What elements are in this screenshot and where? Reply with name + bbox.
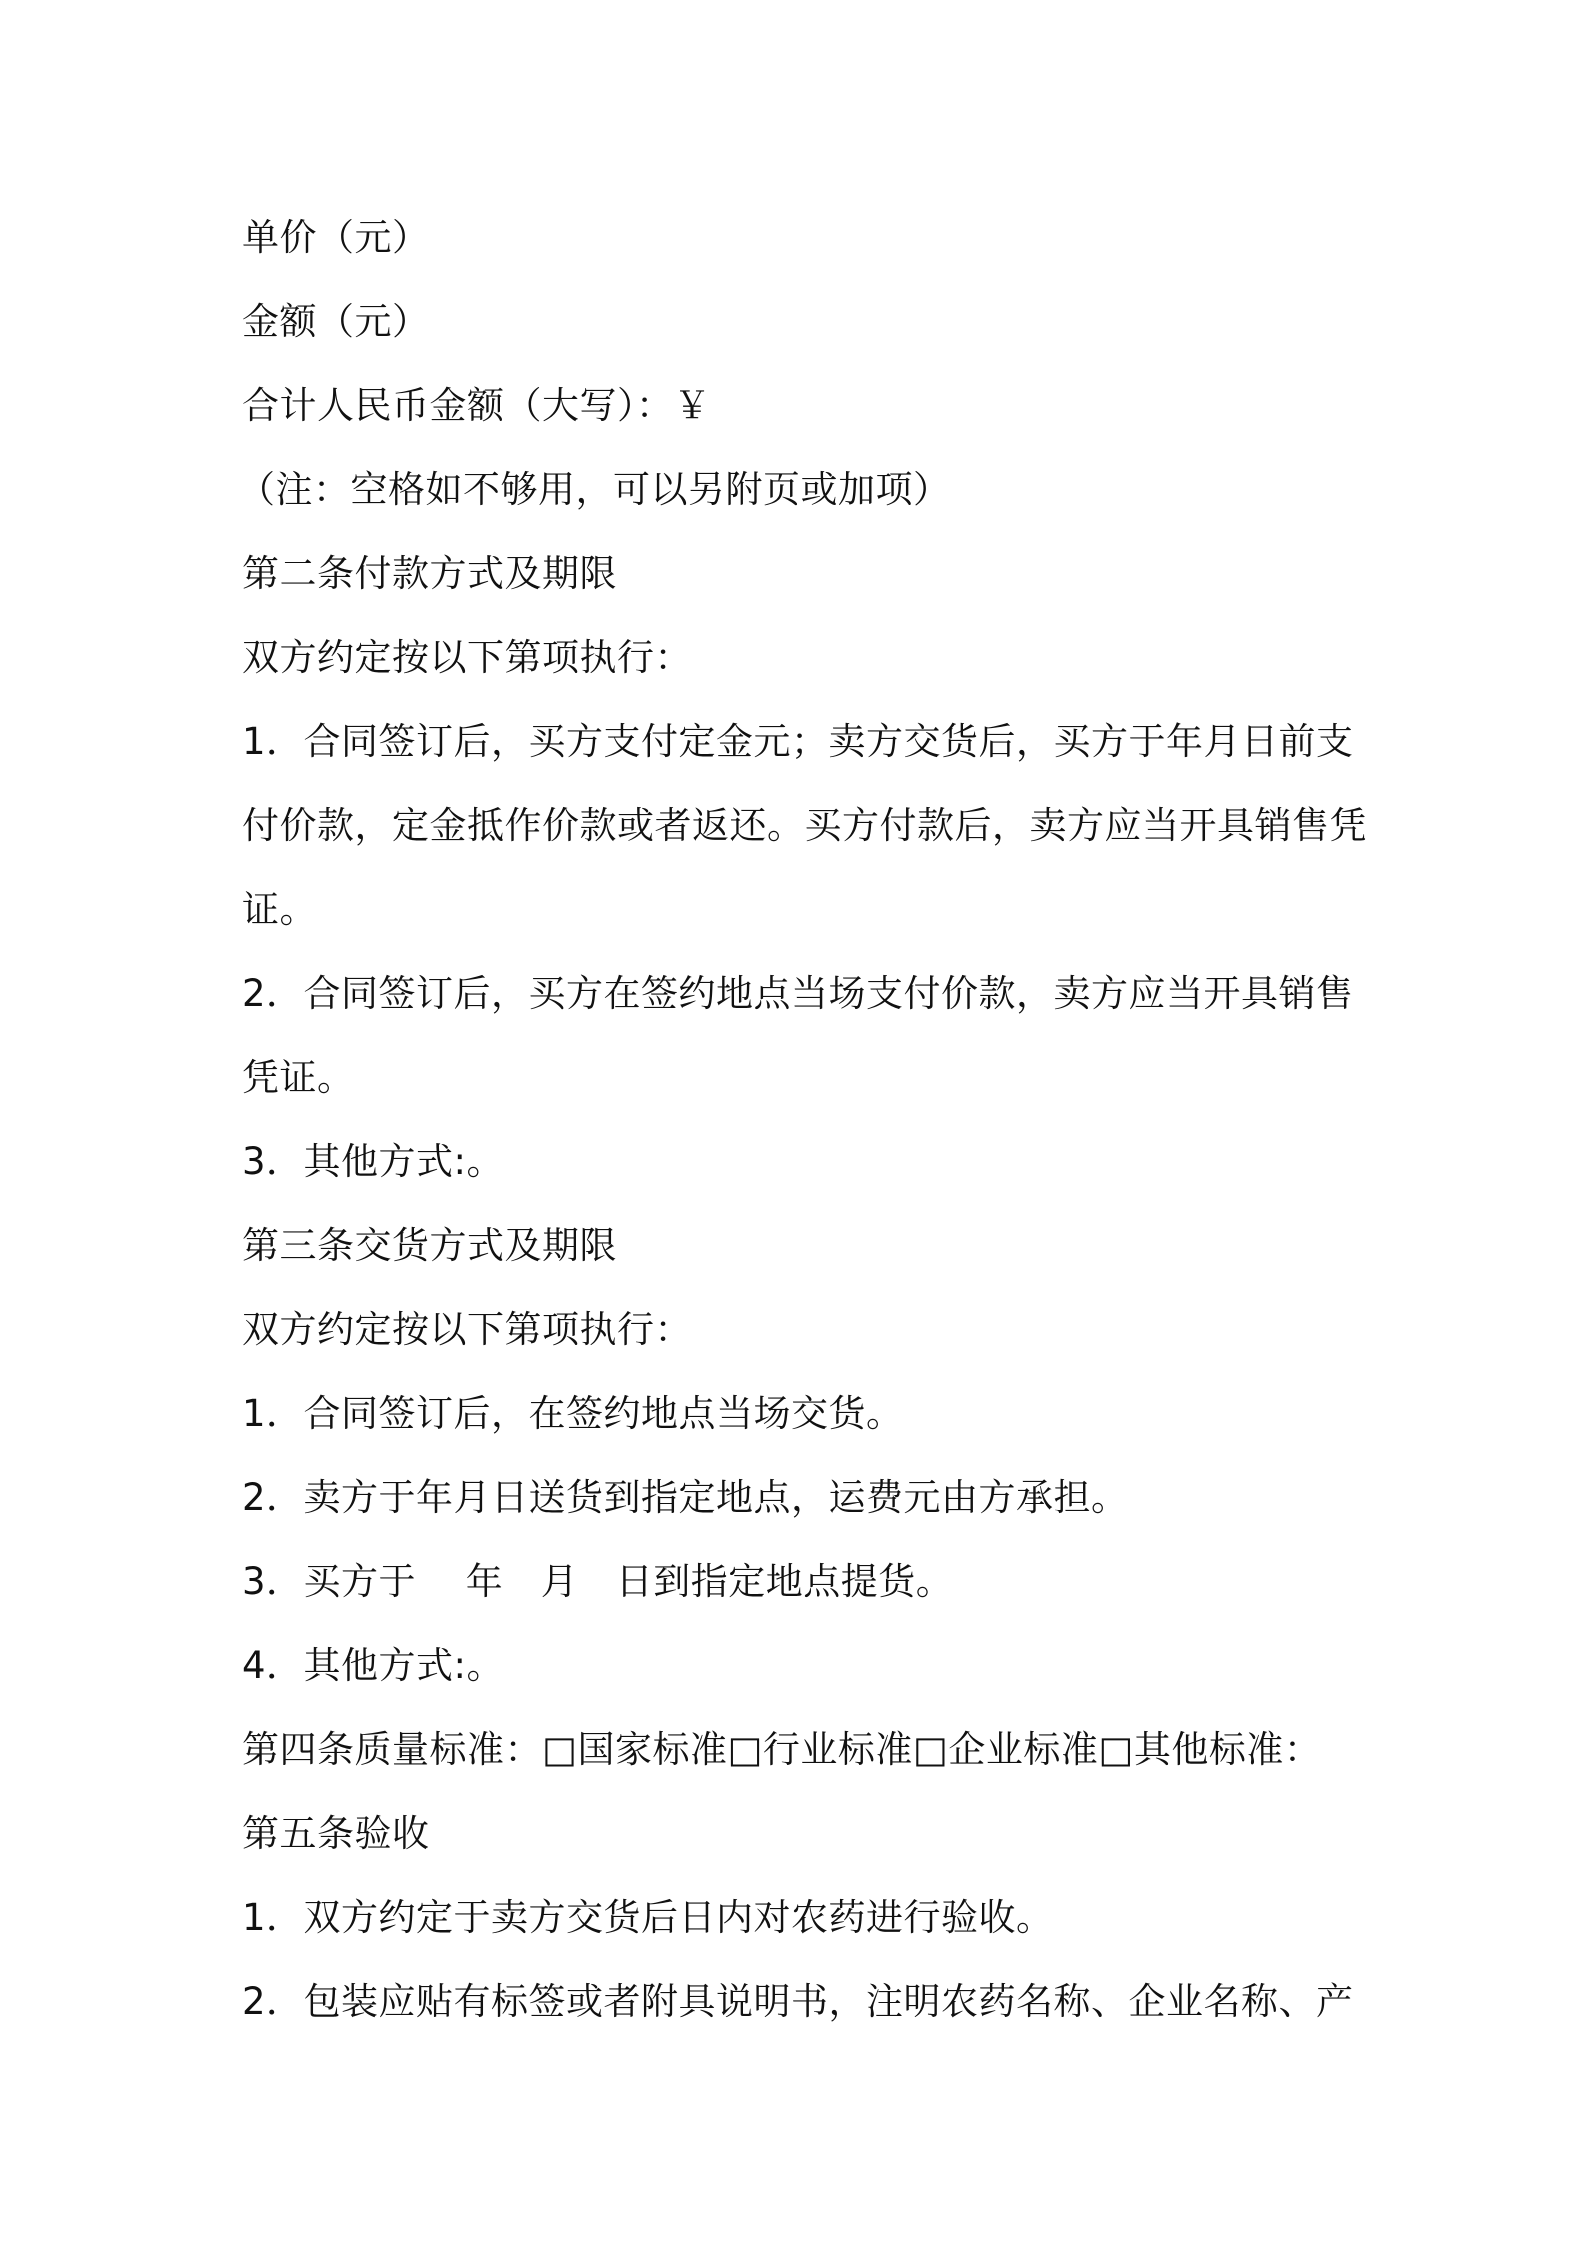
text-line-payment-1b: 付价款，定金抵作价款或者返还。买方付款后，卖方应当开具销售凭 (242, 804, 1367, 847)
text-line-agreement-2: 双方约定按以下第项执行： (242, 636, 692, 679)
text-line-delivery-4: 4．其他方式:。 (242, 1644, 505, 1687)
section-heading-article-5: 第五条验收 (242, 1812, 430, 1855)
text-line-inspection-1: 1．双方约定于卖方交货后日内对农药进行验收。 (242, 1896, 1054, 1939)
text-line-payment-2a: 2．合同签订后，买方在签约地点当场支付价款，卖方应当开具销售 (242, 972, 1354, 1015)
text-line-unit-price: 单价（元） (242, 216, 430, 259)
text-line-agreement-3: 双方约定按以下第项执行： (242, 1308, 692, 1351)
text-line-inspection-2: 2．包装应贴有标签或者附具说明书，注明农药名称、企业名称、产 (242, 1980, 1354, 2023)
text-line-amount: 金额（元） (242, 300, 430, 343)
text-line-delivery-2: 2．卖方于年月日送货到指定地点，运费元由方承担。 (242, 1476, 1129, 1519)
section-heading-article-4: 第四条质量标准：□国家标准□行业标准□企业标准□其他标准： (242, 1728, 1322, 1771)
text-line-total-rmb: 合计人民币金额（大写）：￥ (242, 384, 711, 427)
text-line-note: （注：空格如不够用，可以另附页或加项） (238, 468, 951, 511)
text-line-payment-2b: 凭证。 (242, 1056, 355, 1099)
text-line-delivery-3: 3．买方于 年 月 日到指定地点提货。 (242, 1560, 954, 1603)
text-line-payment-1a: 1．合同签订后，买方支付定金元；卖方交货后，买方于年月日前支 (242, 720, 1354, 763)
text-line-payment-3: 3．其他方式:。 (242, 1140, 505, 1183)
text-line-payment-1c: 证。 (242, 888, 317, 931)
section-heading-article-3: 第三条交货方式及期限 (242, 1224, 617, 1267)
section-heading-article-2: 第二条付款方式及期限 (242, 552, 617, 595)
text-line-delivery-1: 1．合同签订后，在签约地点当场交货。 (242, 1392, 904, 1435)
document-body (238, 196, 1367, 2044)
